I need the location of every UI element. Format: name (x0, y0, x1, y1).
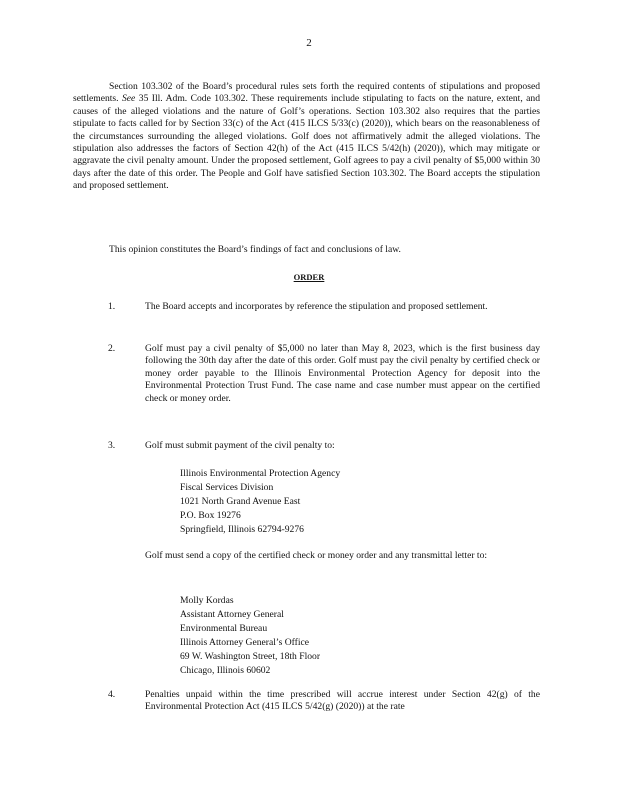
order-item-number: 4. (108, 689, 116, 700)
address-line: Illinois Attorney General’s Office (180, 637, 310, 648)
address-line: Springfield, Illinois 62794-9276 (180, 524, 304, 535)
paragraph-findings: This opinion constitutes the Board’s findings of fact and conclusions of law. (109, 244, 401, 255)
see-signal: See (122, 93, 136, 105)
address-line: Environmental Bureau (180, 623, 268, 634)
address-line: 69 W. Washington Street, 18th Floor (180, 651, 321, 662)
address-line: Molly Kordas (180, 595, 234, 606)
order-item-text: The Board accepts and incorporates by reference the stipulation and proposed settlement. (145, 301, 488, 312)
order-heading-text: ORDER (293, 272, 325, 282)
order-item-text: Golf must submit payment of the civil penalty to: (145, 440, 335, 451)
address-line: 1021 North Grand Avenue East (180, 496, 301, 507)
order-heading (0, 272, 618, 282)
order-item-text: Golf must pay a civil penalty of $5,000 no later than May 8, 2023, which is the first business day following the 30th day after the date of this order. Golf must pay the civil penalty by certified check or money order payable to the Illinois Environmental Protection Agency for deposit into the Environmental Protection Trust Fund. The case name and case number must appear on the certified check or money order. (145, 343, 540, 404)
paragraph-stipulation-part2: 35 Ill. Adm. Code 103.302. These requirements include stipulating to facts on the nature, extent, and causes of the alleged violations and the nature of Golf’s operations. Section 103.302 also requires that the parties stipulate to facts called for by Section 33(c) of the Act (415 ILCS 5/33(c) (2020)), which bears on the reasonableness of the circumstances surrounding the alleged violations. Golf does not affirmatively admit the alleged violations. The stipulation also addresses the factors of Section 42(h) of the Act (415 ILCS 5/42(h) (2020)), which may mitigate or aggravate the civil penalty amount. Under the proposed settlement, Golf agrees to pay a civil penalty of $5,000 within 30 days after the date of this order. The People and Golf have satisfied Section 103.302. The Board accepts the stipulation and proposed settlement. (73, 93, 541, 192)
order-item-number: 1. (108, 301, 116, 312)
paragraph-stipulation-part1: Section 103.302 of the Board’s procedural rules sets forth the required contents of stipulations and proposed settlements. (73, 81, 540, 105)
address-line: Illinois Environmental Protection Agency (180, 468, 341, 479)
address-line: Assistant Attorney General (180, 609, 284, 620)
order-item-number: 3. (108, 440, 116, 451)
address-line: P.O. Box 19276 (180, 510, 241, 521)
paragraph-stipulation (73, 81, 540, 193)
copy-address-block (180, 594, 320, 678)
payment-address-block (180, 467, 340, 537)
address-line: Chicago, Illinois 60602 (180, 665, 271, 676)
order-item-text: Penalties unpaid within the time prescribed will accrue interest under Section 42(g) of the Environmental Protection Act (415 ILCS 5/42(g) (2020)) at the rate (145, 689, 540, 713)
order-item-number: 2. (108, 343, 116, 354)
page-number: 2 (306, 37, 312, 49)
address-line: Fiscal Services Division (180, 482, 274, 493)
item3-followup-text: Golf must send a copy of the certified check or money order and any transmittal letter to: (145, 550, 488, 561)
